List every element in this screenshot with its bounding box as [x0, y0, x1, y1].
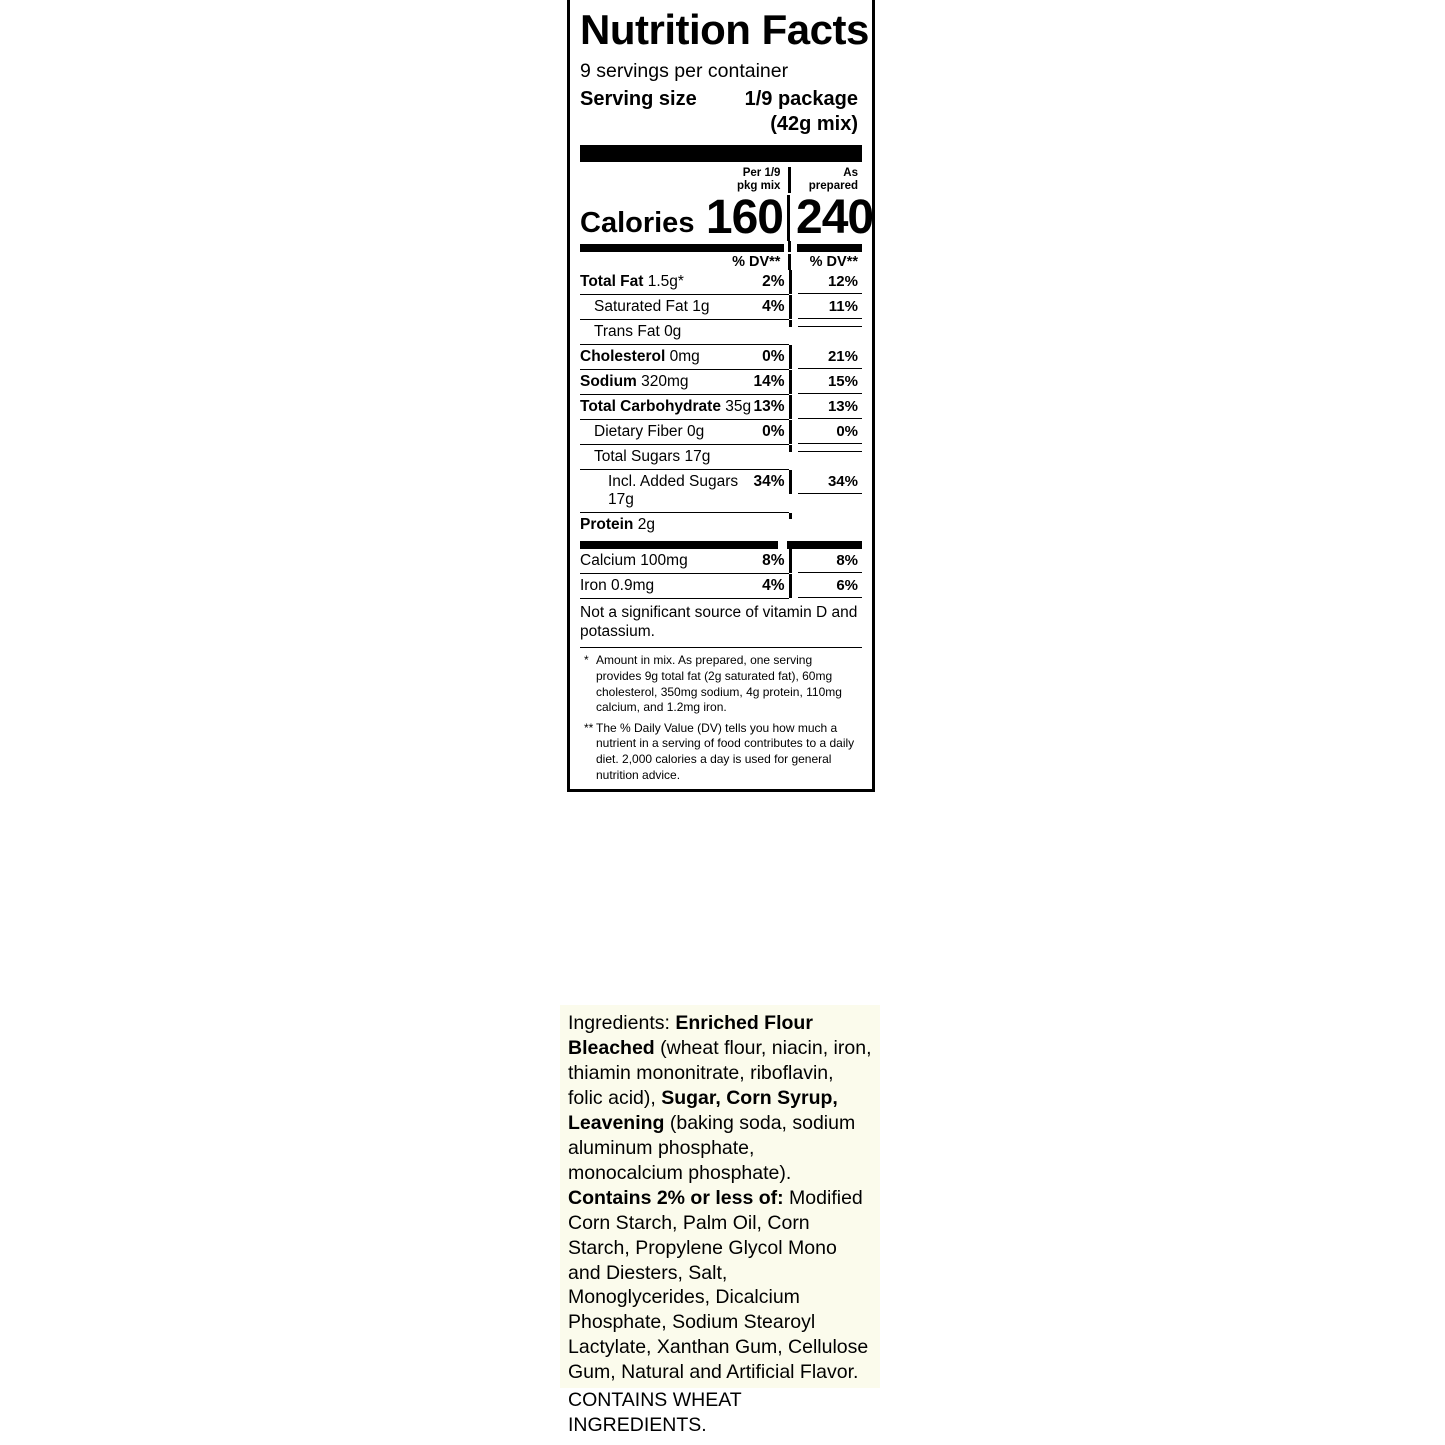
ingredients-part-5: Contains 2% or less of:: [568, 1186, 790, 1209]
table-row: [580, 513, 862, 537]
column-header-alt: [788, 167, 862, 193]
not-significant-source-note: Not a significant source of vitamin D and potassium.: [580, 599, 862, 649]
micronutrient-divider: [580, 541, 862, 549]
calories-label: Calories: [580, 206, 695, 239]
daily-value-header-row: [580, 254, 862, 270]
nutrient-name: Sodium 320mg: [580, 372, 689, 390]
table-row: [580, 470, 862, 513]
header-main-line1: Per 1/9: [742, 166, 781, 179]
table-row: [580, 370, 862, 395]
nutrient-name: Total Carbohydrate 35g: [580, 397, 752, 415]
thick-divider: [580, 145, 862, 162]
footnote-double-star-text: The % Daily Value (DV) tells you how much a nutrient in a serving of food contributes to a daily diet. 2,000 calories a day is used for general nutrition advice.: [596, 720, 855, 782]
nutrient-dv-alt: 21%: [798, 345, 862, 369]
nutrient-rows: [580, 270, 862, 537]
ingredients-part-2: (wheat flour, niacin, iron, thiamin mononitrate, riboflavin, folic acid),: [568, 1036, 872, 1109]
nutrient-dv-alt: 11%: [798, 295, 862, 319]
nutrient-name: Saturated Fat 1g: [594, 297, 710, 315]
footnote-star: [580, 648, 862, 715]
nutrient-dv-main: 0%: [762, 422, 785, 440]
nutrient-dv-alt: [798, 320, 862, 327]
nutrient-name: Trans Fat 0g: [594, 322, 682, 340]
nutrient-dv-alt: 13%: [798, 395, 862, 419]
nutrient-dv-alt: 6%: [798, 574, 862, 598]
nutrient-dv-alt: [798, 445, 862, 452]
ingredients-part-4: (baking soda, sodium aluminum phosphate, monocalcium phosphate).: [568, 1111, 856, 1184]
ingredients-statement: [560, 1005, 880, 1395]
table-row: [580, 345, 862, 370]
header-alt-line2: prepared: [808, 179, 858, 192]
nutrient-name: Calcium 100mg: [580, 551, 688, 569]
nutrient-name: Dietary Fiber 0g: [594, 422, 705, 440]
table-row: [580, 420, 862, 445]
nutrient-dv-alt: 0%: [798, 420, 862, 444]
dv-header-main: % DV**: [732, 253, 781, 270]
nutrient-dv-main: 2%: [762, 272, 785, 290]
nutrient-dv-main: 14%: [753, 372, 785, 390]
nutrient-dv-main: 4%: [762, 576, 785, 594]
table-row: [580, 549, 862, 574]
column-header-row: [580, 167, 862, 193]
nutrient-dv-main: 34%: [753, 472, 785, 490]
nutrient-name: Incl. Added Sugars 17g: [608, 472, 739, 508]
table-row: [580, 445, 862, 470]
header-main-line2: pkg mix: [736, 179, 781, 192]
ingredients-part-6: Modified Corn Starch, Palm Oil, Corn Starch, Propylene Glycol Mono and Diesters, Salt, Monoglycerides, Dicalcium Phosphate, Sodium Stearoyl Lactylate, Xanthan Gum, Cellulose Gum, Natural and Artificial Flavor.: [568, 1186, 869, 1384]
table-row: [580, 320, 862, 345]
table-row: [580, 574, 862, 599]
footnote-star-text: Amount in mix. As prepared, one serving provides 9g total fat (2g saturated fat), 60mg cholesterol, 350mg sodium, 4g protein, 110mg calcium, and 1.2mg iron.: [596, 653, 842, 715]
allergen-statement: CONTAINS WHEAT INGREDIENTS.: [560, 1388, 890, 1438]
serving-size-value-secondary: (42g mix): [770, 112, 858, 135]
nutrient-dv-main: 4%: [762, 297, 785, 315]
nutrient-dv-alt: 15%: [798, 370, 862, 394]
column-header-main: [580, 167, 788, 193]
nutrient-dv-alt: 34%: [798, 470, 862, 494]
servings-per-container: 9 servings per container: [580, 60, 789, 83]
footnote-double-star-mark: **: [584, 720, 594, 735]
nutrient-name: Protein 2g: [580, 515, 655, 533]
table-row: [580, 270, 862, 295]
nutrient-dv-alt: 8%: [798, 549, 862, 573]
table-row: [580, 395, 862, 420]
micronutrient-rows: [580, 549, 862, 599]
ingredients-part-1: Enriched Flour Bleached: [568, 1012, 813, 1059]
calories-row: [580, 191, 874, 245]
footnote-star-mark: *: [584, 653, 589, 668]
ingredients-part-3: Sugar, Corn Syrup, Leavening: [568, 1086, 838, 1134]
table-row: [580, 295, 862, 320]
nutrient-name: Cholesterol 0mg: [580, 347, 700, 365]
nutrition-facts-panel: [567, 0, 875, 792]
ingredients-part-0: Ingredients:: [568, 1012, 676, 1034]
serving-size-row: [580, 86, 862, 112]
calories-value-alt: 240: [796, 191, 874, 245]
nutrient-dv-alt: [798, 513, 862, 519]
nutrient-dv-main: 0%: [762, 347, 785, 365]
calories-value-main: 160: [705, 191, 783, 245]
nutrient-dv-alt: 12%: [798, 270, 862, 294]
dv-header-alt: % DV**: [809, 253, 858, 270]
serving-size-label: Serving size: [580, 87, 697, 110]
nutrient-dv-main: 8%: [762, 551, 785, 569]
nutrient-name: Total Fat 1.5g*: [580, 272, 684, 290]
calories-underline: [580, 241, 862, 252]
nutrient-name: Total Sugars 17g: [594, 447, 711, 465]
footnote-double-star: [580, 716, 862, 783]
nutrition-facts-title: Nutrition Facts: [580, 6, 869, 53]
serving-size-value: 1/9 package: [744, 87, 858, 110]
header-alt-line1: As: [843, 166, 858, 179]
nutrient-name: Iron 0.9mg: [580, 576, 655, 594]
nutrient-dv-main: 13%: [753, 397, 785, 415]
